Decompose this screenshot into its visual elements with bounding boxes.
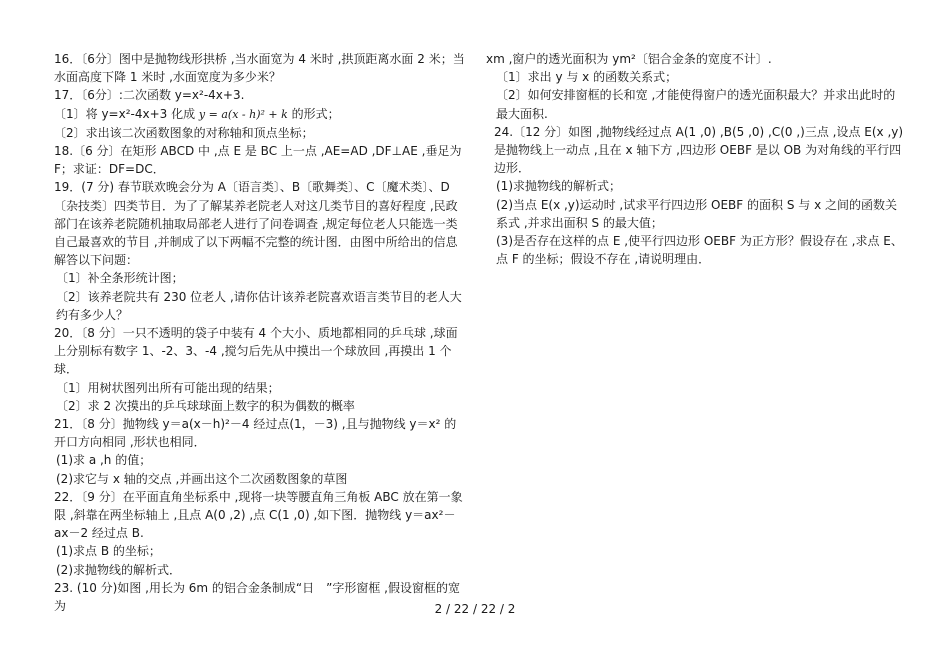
question-19-part-2: 〔2〕该养老院共有 230 位老人 ,请你估计该养老院喜欢语言类节目的老人大约有多少人？ bbox=[56, 289, 462, 322]
question-19: 19．(7 分) 春节联欢晚会分为 A〔语言类〕、B〔歌舞类〕、C〔魔术类〕、D〔杂技类〕四类节目．为了了解某养老院老人对这几类节目的喜好程度 ,民政部门在该养老院随机抽取局部老人进行了问卷调查 ,规定每位老人只能选一类自己最喜欢的节目 ,并制成了以下两幅不完整的统计图．由图中所给出的信息解答以下问题： bbox=[54, 180, 458, 268]
question-17: 17．〔6分〕:二次函数 y=x²-4x+3. bbox=[54, 88, 245, 103]
question-22-part-2: (2)求抛物线的解析式． bbox=[56, 562, 181, 577]
question-19-part-1: 〔1〕补全条形统计图； bbox=[56, 271, 184, 286]
question-23: 23. (10 分)如图 ,用长为 6m 的铝合金条制成“日 ”字形窗框 ,假设窗框的宽为 bbox=[54, 580, 460, 614]
vertex-form-formula: y = a(x - h)² + k bbox=[198, 107, 288, 121]
question-22-part-1: (1)求点 B 的坐标； bbox=[56, 544, 161, 559]
question-23-part-1: 〔1〕求出 y 与 x 的函数关系式； bbox=[496, 70, 678, 85]
question-21: 21．〔8 分〕抛物线 y＝a(x－h)²－4 经过点(1，－3) ,且与抛物线 y＝x² 的开口方向相同 ,形状也相同． bbox=[54, 417, 457, 450]
question-24: 24.〔12 分〕如图 ,抛物线经过点 A(1 ,0) ,B(5 ,0) ,C(0 ,)三点 ,设点 E(x ,y)是抛物线上一动点 ,且在 x 轴下方 ,四边形 OEBF 是以 OB 为对角线的平行四边形． bbox=[494, 124, 904, 176]
question-17-part-1 bbox=[46, 105, 466, 124]
question-22: 22．〔9 分〕在平面直角坐标系中 ,现将一块等腰直角三角板 ABC 放在第一象限 ,斜靠在两坐标轴上 ,且点 A(0 ,2) ,点 C(1 ,0) ,如下图．抛物线 y＝ax²－ax－2 经过点 B. bbox=[54, 489, 463, 541]
question-21-part-2: (2)求它与 x 轴的交点 ,并画出这个二次函数图象的草图 bbox=[56, 471, 348, 486]
question-24-part-1: (1)求抛物线的解析式； bbox=[496, 179, 621, 194]
question-23-part-2: 〔2〕如何安排窗框的长和宽 ,才能使得窗户的透光面积最大？并求出此时的最大面积. bbox=[496, 88, 896, 121]
question-20: 20．〔8 分〕一只不透明的袋子中装有 4 个大小、质地都相同的乒乓球 ,球面上分别标有数字 1、-2、3、-4 ,搅匀后先从中摸出一个球放回 ,再摸出 1 个球． bbox=[54, 326, 458, 377]
q17-part1-lead: 〔1〕将 y=x²-4x+3 化成 bbox=[54, 106, 196, 121]
question-17-part-2: 〔2〕求出该二次函数图象的对称轴和顶点坐标； bbox=[54, 125, 314, 140]
question-18: 18.〔6 分〕在矩形 ABCD 中 ,点 E 是 BC 上一点 ,AE=AD ,DF⊥AE ,垂足为 F；求证：DF=DC． bbox=[54, 144, 462, 177]
q17-part1-tail: 的形式； bbox=[291, 106, 340, 121]
question-16: 16．〔6分〕图中是抛物线形拱桥 ,当水面宽为 4 米时 ,拱顶距离水面 2 米；当水面高度下降 1 米时 ,水面宽度为多少米？ bbox=[54, 52, 465, 85]
question-24-part-3: (3)是否存在这样的点 E ,使平行四边形 OEBF 为正方形？假设存在 ,求点 E、点 F 的坐标；假设不存在 ,请说明理由． bbox=[496, 234, 903, 267]
right-column bbox=[486, 50, 906, 268]
page-number: 2 / 22 / 22 / 2 bbox=[434, 602, 516, 616]
question-20-part-2: 〔2〕求 2 次摸出的乒乓球球面上数字的积为偶数的概率 bbox=[56, 398, 355, 413]
question-24-part-2: (2)当点 E(x ,y)运动时 ,试求平行四边形 OEBF 的面积 S 与 x 之间的函数关系式 ,并求出面积 S 的最大值； bbox=[496, 197, 897, 230]
question-20-part-1: 〔1〕用树状图列出所有可能出现的结果； bbox=[56, 380, 280, 395]
question-23-continued: xm ,窗户的透光面积为 ym²〔铝合金条的宽度不计〕. bbox=[486, 52, 772, 66]
left-column bbox=[46, 50, 466, 615]
question-21-part-1: (1)求 a ,h 的值； bbox=[56, 453, 152, 468]
